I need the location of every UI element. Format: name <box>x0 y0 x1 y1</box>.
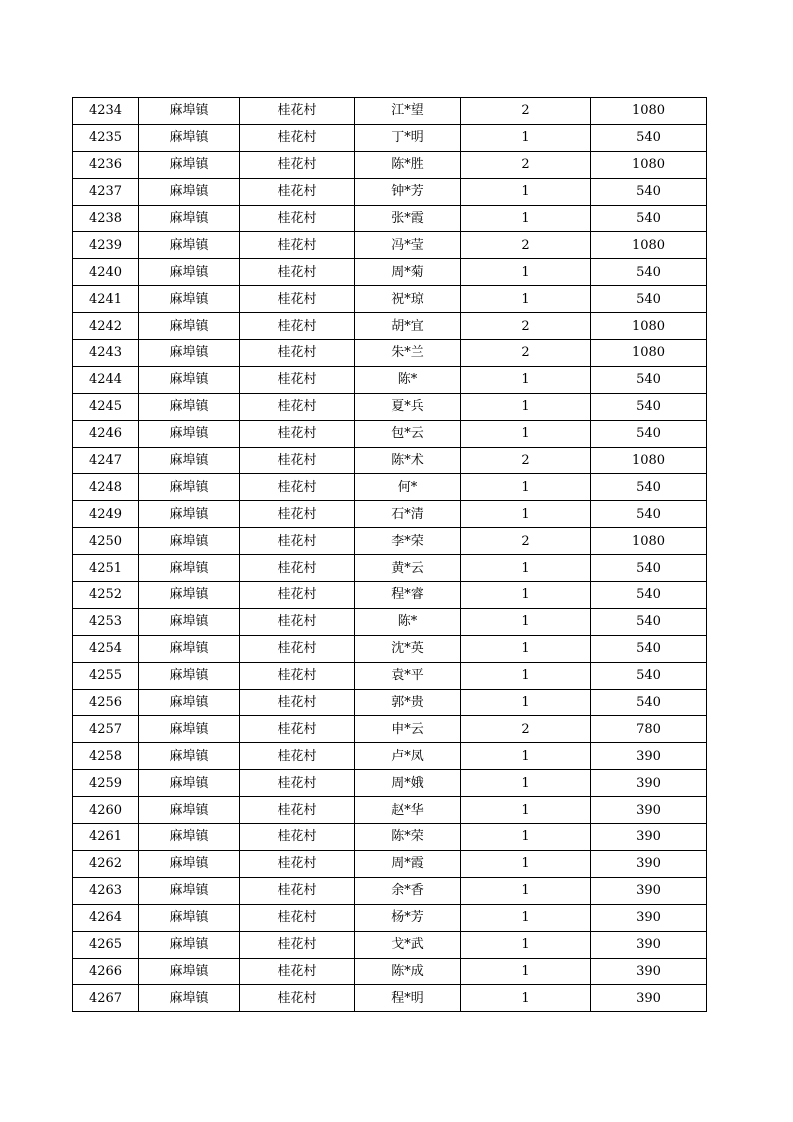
row-number-cell: 4255 <box>73 662 139 689</box>
person-count-cell: 1 <box>461 958 591 985</box>
name-cell: 程*睿 <box>355 582 461 609</box>
table-row <box>73 393 707 420</box>
person-count-cell: 1 <box>461 366 591 393</box>
name-cell: 沈*英 <box>355 635 461 662</box>
town-cell: 麻埠镇 <box>139 824 240 851</box>
village-cell: 桂花村 <box>240 877 355 904</box>
name-cell: 胡*宜 <box>355 313 461 340</box>
name-cell: 丁*明 <box>355 124 461 151</box>
amount-cell: 390 <box>591 824 707 851</box>
table-row <box>73 662 707 689</box>
table-row <box>73 205 707 232</box>
row-number-cell: 4264 <box>73 904 139 931</box>
person-count-cell: 2 <box>461 98 591 125</box>
person-count-cell: 2 <box>461 528 591 555</box>
village-cell: 桂花村 <box>240 259 355 286</box>
town-cell: 麻埠镇 <box>139 151 240 178</box>
town-cell: 麻埠镇 <box>139 420 240 447</box>
table-row <box>73 850 707 877</box>
row-number-cell: 4234 <box>73 98 139 125</box>
row-number-cell: 4239 <box>73 232 139 259</box>
town-cell: 麻埠镇 <box>139 716 240 743</box>
name-cell: 陈* <box>355 366 461 393</box>
village-cell: 桂花村 <box>240 904 355 931</box>
town-cell: 麻埠镇 <box>139 393 240 420</box>
name-cell: 周*霞 <box>355 850 461 877</box>
table-row <box>73 608 707 635</box>
row-number-cell: 4266 <box>73 958 139 985</box>
village-cell: 桂花村 <box>240 689 355 716</box>
town-cell: 麻埠镇 <box>139 313 240 340</box>
village-cell: 桂花村 <box>240 824 355 851</box>
row-number-cell: 4248 <box>73 474 139 501</box>
name-cell: 陈*胜 <box>355 151 461 178</box>
village-cell: 桂花村 <box>240 985 355 1012</box>
amount-cell: 540 <box>591 689 707 716</box>
town-cell: 麻埠镇 <box>139 366 240 393</box>
table-row <box>73 232 707 259</box>
amount-cell: 540 <box>591 501 707 528</box>
name-cell: 祝*琼 <box>355 286 461 313</box>
name-cell: 李*荣 <box>355 528 461 555</box>
village-cell: 桂花村 <box>240 393 355 420</box>
row-number-cell: 4235 <box>73 124 139 151</box>
person-count-cell: 1 <box>461 124 591 151</box>
name-cell: 程*明 <box>355 985 461 1012</box>
amount-cell: 390 <box>591 985 707 1012</box>
subsidy-table <box>72 97 707 1012</box>
town-cell: 麻埠镇 <box>139 770 240 797</box>
table-row <box>73 582 707 609</box>
table-row <box>73 797 707 824</box>
amount-cell: 390 <box>591 958 707 985</box>
person-count-cell: 2 <box>461 151 591 178</box>
amount-cell: 390 <box>591 904 707 931</box>
village-cell: 桂花村 <box>240 474 355 501</box>
name-cell: 赵*华 <box>355 797 461 824</box>
row-number-cell: 4262 <box>73 850 139 877</box>
row-number-cell: 4236 <box>73 151 139 178</box>
amount-cell: 540 <box>591 178 707 205</box>
row-number-cell: 4237 <box>73 178 139 205</box>
table-row <box>73 286 707 313</box>
name-cell: 黄*云 <box>355 555 461 582</box>
amount-cell: 540 <box>591 582 707 609</box>
town-cell: 麻埠镇 <box>139 985 240 1012</box>
amount-cell: 1080 <box>591 340 707 367</box>
name-cell: 陈*荣 <box>355 824 461 851</box>
town-cell: 麻埠镇 <box>139 447 240 474</box>
name-cell: 江*望 <box>355 98 461 125</box>
table-row <box>73 716 707 743</box>
amount-cell: 540 <box>591 286 707 313</box>
person-count-cell: 1 <box>461 501 591 528</box>
table-row <box>73 340 707 367</box>
person-count-cell: 1 <box>461 393 591 420</box>
town-cell: 麻埠镇 <box>139 662 240 689</box>
name-cell: 陈* <box>355 608 461 635</box>
row-number-cell: 4243 <box>73 340 139 367</box>
row-number-cell: 4254 <box>73 635 139 662</box>
table-row <box>73 528 707 555</box>
name-cell: 周*娥 <box>355 770 461 797</box>
person-count-cell: 2 <box>461 313 591 340</box>
row-number-cell: 4251 <box>73 555 139 582</box>
table-row <box>73 420 707 447</box>
town-cell: 麻埠镇 <box>139 178 240 205</box>
village-cell: 桂花村 <box>240 447 355 474</box>
table-body <box>73 98 707 1012</box>
row-number-cell: 4242 <box>73 313 139 340</box>
person-count-cell: 1 <box>461 797 591 824</box>
amount-cell: 1080 <box>591 98 707 125</box>
row-number-cell: 4261 <box>73 824 139 851</box>
row-number-cell: 4256 <box>73 689 139 716</box>
person-count-cell: 2 <box>461 232 591 259</box>
row-number-cell: 4259 <box>73 770 139 797</box>
village-cell: 桂花村 <box>240 205 355 232</box>
town-cell: 麻埠镇 <box>139 98 240 125</box>
village-cell: 桂花村 <box>240 286 355 313</box>
village-cell: 桂花村 <box>240 124 355 151</box>
name-cell: 夏*兵 <box>355 393 461 420</box>
village-cell: 桂花村 <box>240 770 355 797</box>
village-cell: 桂花村 <box>240 178 355 205</box>
row-number-cell: 4265 <box>73 931 139 958</box>
amount-cell: 540 <box>591 124 707 151</box>
village-cell: 桂花村 <box>240 555 355 582</box>
town-cell: 麻埠镇 <box>139 689 240 716</box>
amount-cell: 540 <box>591 555 707 582</box>
table-row <box>73 931 707 958</box>
village-cell: 桂花村 <box>240 743 355 770</box>
village-cell: 桂花村 <box>240 313 355 340</box>
amount-cell: 1080 <box>591 447 707 474</box>
name-cell: 包*云 <box>355 420 461 447</box>
row-number-cell: 4247 <box>73 447 139 474</box>
town-cell: 麻埠镇 <box>139 124 240 151</box>
row-number-cell: 4260 <box>73 797 139 824</box>
row-number-cell: 4253 <box>73 608 139 635</box>
village-cell: 桂花村 <box>240 850 355 877</box>
village-cell: 桂花村 <box>240 635 355 662</box>
village-cell: 桂花村 <box>240 232 355 259</box>
person-count-cell: 1 <box>461 635 591 662</box>
village-cell: 桂花村 <box>240 420 355 447</box>
name-cell: 杨*芳 <box>355 904 461 931</box>
amount-cell: 390 <box>591 850 707 877</box>
village-cell: 桂花村 <box>240 501 355 528</box>
person-count-cell: 1 <box>461 931 591 958</box>
row-number-cell: 4244 <box>73 366 139 393</box>
table-row <box>73 259 707 286</box>
village-cell: 桂花村 <box>240 931 355 958</box>
name-cell: 朱*兰 <box>355 340 461 367</box>
row-number-cell: 4258 <box>73 743 139 770</box>
table-row <box>73 985 707 1012</box>
row-number-cell: 4245 <box>73 393 139 420</box>
row-number-cell: 4246 <box>73 420 139 447</box>
name-cell: 郭*贵 <box>355 689 461 716</box>
person-count-cell: 1 <box>461 689 591 716</box>
town-cell: 麻埠镇 <box>139 608 240 635</box>
table-row <box>73 743 707 770</box>
name-cell: 冯*莹 <box>355 232 461 259</box>
town-cell: 麻埠镇 <box>139 797 240 824</box>
person-count-cell: 1 <box>461 259 591 286</box>
row-number-cell: 4267 <box>73 985 139 1012</box>
amount-cell: 1080 <box>591 151 707 178</box>
town-cell: 麻埠镇 <box>139 232 240 259</box>
table-row <box>73 474 707 501</box>
amount-cell: 540 <box>591 608 707 635</box>
amount-cell: 540 <box>591 635 707 662</box>
amount-cell: 1080 <box>591 232 707 259</box>
row-number-cell: 4240 <box>73 259 139 286</box>
amount-cell: 540 <box>591 205 707 232</box>
village-cell: 桂花村 <box>240 98 355 125</box>
amount-cell: 1080 <box>591 528 707 555</box>
row-number-cell: 4263 <box>73 877 139 904</box>
town-cell: 麻埠镇 <box>139 474 240 501</box>
town-cell: 麻埠镇 <box>139 340 240 367</box>
village-cell: 桂花村 <box>240 366 355 393</box>
name-cell: 钟*芳 <box>355 178 461 205</box>
amount-cell: 540 <box>591 474 707 501</box>
town-cell: 麻埠镇 <box>139 958 240 985</box>
amount-cell: 540 <box>591 366 707 393</box>
table-row <box>73 151 707 178</box>
name-cell: 周*菊 <box>355 259 461 286</box>
village-cell: 桂花村 <box>240 528 355 555</box>
person-count-cell: 1 <box>461 850 591 877</box>
table-row <box>73 877 707 904</box>
person-count-cell: 1 <box>461 205 591 232</box>
person-count-cell: 1 <box>461 985 591 1012</box>
town-cell: 麻埠镇 <box>139 931 240 958</box>
table-row <box>73 366 707 393</box>
town-cell: 麻埠镇 <box>139 259 240 286</box>
amount-cell: 390 <box>591 931 707 958</box>
person-count-cell: 1 <box>461 582 591 609</box>
town-cell: 麻埠镇 <box>139 528 240 555</box>
table-row <box>73 689 707 716</box>
name-cell: 张*霞 <box>355 205 461 232</box>
village-cell: 桂花村 <box>240 958 355 985</box>
person-count-cell: 2 <box>461 447 591 474</box>
person-count-cell: 1 <box>461 178 591 205</box>
name-cell: 戈*武 <box>355 931 461 958</box>
amount-cell: 780 <box>591 716 707 743</box>
name-cell: 袁*平 <box>355 662 461 689</box>
town-cell: 麻埠镇 <box>139 904 240 931</box>
table-row <box>73 447 707 474</box>
person-count-cell: 1 <box>461 770 591 797</box>
village-cell: 桂花村 <box>240 582 355 609</box>
row-number-cell: 4257 <box>73 716 139 743</box>
town-cell: 麻埠镇 <box>139 286 240 313</box>
amount-cell: 390 <box>591 743 707 770</box>
person-count-cell: 1 <box>461 608 591 635</box>
table-row <box>73 824 707 851</box>
town-cell: 麻埠镇 <box>139 555 240 582</box>
person-count-cell: 1 <box>461 286 591 313</box>
name-cell: 何* <box>355 474 461 501</box>
amount-cell: 540 <box>591 259 707 286</box>
village-cell: 桂花村 <box>240 797 355 824</box>
town-cell: 麻埠镇 <box>139 205 240 232</box>
person-count-cell: 2 <box>461 340 591 367</box>
amount-cell: 540 <box>591 420 707 447</box>
table-row <box>73 124 707 151</box>
village-cell: 桂花村 <box>240 340 355 367</box>
town-cell: 麻埠镇 <box>139 743 240 770</box>
name-cell: 陈*成 <box>355 958 461 985</box>
amount-cell: 390 <box>591 770 707 797</box>
amount-cell: 540 <box>591 662 707 689</box>
person-count-cell: 1 <box>461 420 591 447</box>
town-cell: 麻埠镇 <box>139 501 240 528</box>
town-cell: 麻埠镇 <box>139 877 240 904</box>
person-count-cell: 1 <box>461 877 591 904</box>
name-cell: 余*香 <box>355 877 461 904</box>
row-number-cell: 4238 <box>73 205 139 232</box>
person-count-cell: 1 <box>461 474 591 501</box>
town-cell: 麻埠镇 <box>139 850 240 877</box>
town-cell: 麻埠镇 <box>139 582 240 609</box>
town-cell: 麻埠镇 <box>139 635 240 662</box>
person-count-cell: 1 <box>461 662 591 689</box>
table-row <box>73 958 707 985</box>
amount-cell: 390 <box>591 797 707 824</box>
person-count-cell: 1 <box>461 555 591 582</box>
amount-cell: 390 <box>591 877 707 904</box>
name-cell: 石*清 <box>355 501 461 528</box>
table-row <box>73 178 707 205</box>
amount-cell: 1080 <box>591 313 707 340</box>
table-row <box>73 98 707 125</box>
village-cell: 桂花村 <box>240 151 355 178</box>
person-count-cell: 1 <box>461 743 591 770</box>
name-cell: 申*云 <box>355 716 461 743</box>
name-cell: 陈*术 <box>355 447 461 474</box>
table-row <box>73 555 707 582</box>
table-row <box>73 313 707 340</box>
table-row <box>73 501 707 528</box>
village-cell: 桂花村 <box>240 608 355 635</box>
name-cell: 卢*凤 <box>355 743 461 770</box>
table-row <box>73 904 707 931</box>
village-cell: 桂花村 <box>240 716 355 743</box>
amount-cell: 540 <box>591 393 707 420</box>
row-number-cell: 4241 <box>73 286 139 313</box>
row-number-cell: 4252 <box>73 582 139 609</box>
person-count-cell: 2 <box>461 716 591 743</box>
person-count-cell: 1 <box>461 824 591 851</box>
table-row <box>73 770 707 797</box>
row-number-cell: 4250 <box>73 528 139 555</box>
row-number-cell: 4249 <box>73 501 139 528</box>
village-cell: 桂花村 <box>240 662 355 689</box>
table-row <box>73 635 707 662</box>
person-count-cell: 1 <box>461 904 591 931</box>
